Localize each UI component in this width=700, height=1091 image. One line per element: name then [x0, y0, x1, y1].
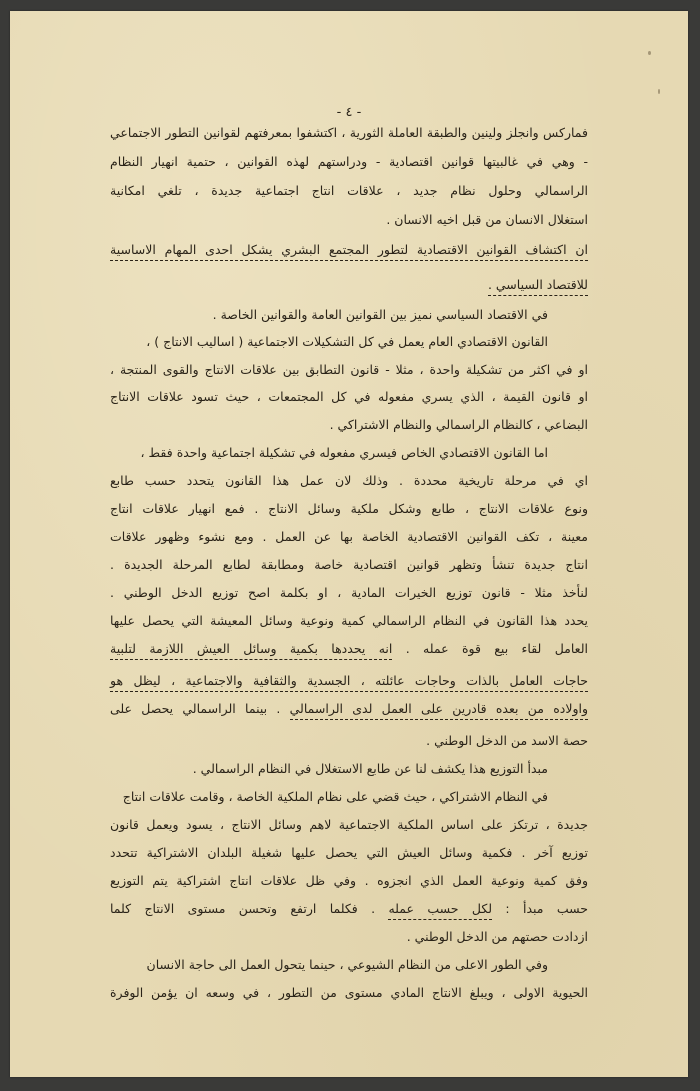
text-line: في النظام الاشتراكي ، حيث قضي على نظام الملكية الخاصة ، وقامت علاقات انتاج: [122, 789, 548, 804]
text-line: الحيوية الاولى ، ويبلغ الانتاج المادي مستوى من التطور ، في وسعه ان يؤمن الوفرة: [110, 985, 588, 1000]
text-line: القانون الاقتصادي العام يعمل في كل التشكيلات الاجتماعية ( اساليب الانتاج ) ،: [146, 334, 548, 349]
underlined-text: حاجات العامل بالذات وحاجات عائلته ، الجسدية والثقافية والاجتماعية ، ليظل هو: [110, 673, 588, 692]
text-line: في الاقتصاد السياسي نميز بين القوانين العامة والقوانين الخاصة .: [212, 307, 548, 322]
text-line: ونوع علاقات الانتاج ، طابع وشكل ملكية وسائل الانتاج . فمع انهيار علاقات انتاج: [110, 501, 588, 516]
text-line: [110, 279, 588, 292]
text-line: حصة الاسد من الدخل الوطني .: [426, 733, 588, 748]
text-line: معينة ، تكف القوانين الاقتصادية الخاصة بها عن العمل . ومع نشوء وظهور علاقات: [110, 529, 588, 544]
text-line: واولاده من بعده قادرين على العمل لدى الراسمالي . بينما الراسمالي يحصل على: [110, 703, 588, 716]
text-line: او قانون القيمة ، الذي يسري مفعوله في كل المجتمعات ، حيث تسود علاقات الانتاج: [110, 389, 588, 404]
page-number: - ٤ -: [336, 105, 362, 120]
text-line: استغلال الانسان من قبل اخيه الانسان .: [386, 212, 588, 227]
text-line: اي في مرحلة تاريخية محددة . وذلك لان عمل هذا القانون يتحدد حسب طابع: [110, 473, 588, 488]
text-line: وفي الطور الاعلى من النظام الشيوعي ، حينما يتحول العمل الى حاجة الانسان: [146, 957, 548, 972]
underlined-text: واولاده من بعده قادرين على العمل لدى الراسمالي: [290, 701, 588, 720]
text-line: توزيع آخر . فكمية وسائل العيش التي يحصل عليها شغيلة البلدان الاشتراكية تتحدد: [110, 845, 588, 860]
text-line: فماركس وانجلز ولينين والطبقة العاملة الثورية ، اكتشفوا بمعرفتهم لقوانين التطور الاجتماعي: [110, 125, 588, 140]
text-line: ازدادت حصتهم من الدخل الوطني .: [406, 929, 588, 944]
text-line: وفق كمية ونوعية العمل الذي انجزوه . وفي ظل علاقات انتاج اشتراكية يتم التوزيع: [110, 873, 588, 888]
document-page: [10, 11, 688, 1077]
text-line: او في اكثر من تشكيلة واحدة ، مثلا - قانون التطابق بين علاقات الانتاج والقوى المنتجة ،: [110, 362, 588, 377]
text-line: الراسمالي وحلول نظام جديد ، علاقات انتاج اجتماعية جديدة ، تلغي امكانية: [110, 183, 588, 198]
body-text: [110, 11, 588, 1077]
text-line: - وهي في غالبيتها قوانين اقتصادية - ودراستهم لهذه القوانين ، حتمية انهيار النظام: [110, 154, 588, 169]
underlined-text: للاقتصاد السياسي .: [488, 277, 588, 296]
text-line: [110, 244, 588, 257]
underlined-text: لكل حسب عمله: [388, 901, 492, 920]
text-line: حسب مبدأ : لكل حسب عمله . فكلما ارتفع وتحسن مستوى الانتاج كلما: [110, 903, 588, 916]
underlined-text: انه يحددها بكمية وسائل العيش اللازمة لتلبية: [110, 641, 392, 660]
text-line: جديدة ، ترتكز على اساس الملكية الاجتماعية لاهم وسائل الانتاج ، يسود ويعمل قانون: [110, 817, 588, 832]
text-line: اما القانون الاقتصادي الخاص فيسري مفعوله في تشكيلة اجتماعية واحدة فقط ،: [140, 445, 548, 460]
text-line: لنأخذ مثلا - قانون توزيع الخيرات المادية ، او بكلمة اصح توزيع الدخل الوطني .: [110, 585, 588, 600]
text-line: مبدأ التوزيع هذا يكشف لنا عن طابع الاستغلال في النظام الراسمالي .: [192, 761, 548, 776]
text-line: يحدد هذا القانون في النظام الراسمالي كمية ونوعية وسائل المعيشة التي يحصل عليها: [110, 613, 588, 628]
underlined-text: ان اكتشاف القوانين الاقتصادية لتطور المجتمع البشري يشكل احدى المهام الاساسية: [110, 242, 588, 261]
text-line: انتاج جديدة تنشأ وتظهر قوانين اقتصادية خاصة ومطابقة لطابع المرحلة الجديدة .: [110, 557, 588, 572]
text-line: البضاعي ، كالنظام الراسمالي والنظام الاشتراكي .: [329, 417, 588, 432]
text-line: [110, 675, 588, 688]
paper-speck: [648, 51, 651, 55]
text-line: العامل لقاء بيع قوة عمله . انه يحددها بكمية وسائل العيش اللازمة لتلبية: [110, 643, 588, 656]
paper-speck: [658, 89, 660, 94]
